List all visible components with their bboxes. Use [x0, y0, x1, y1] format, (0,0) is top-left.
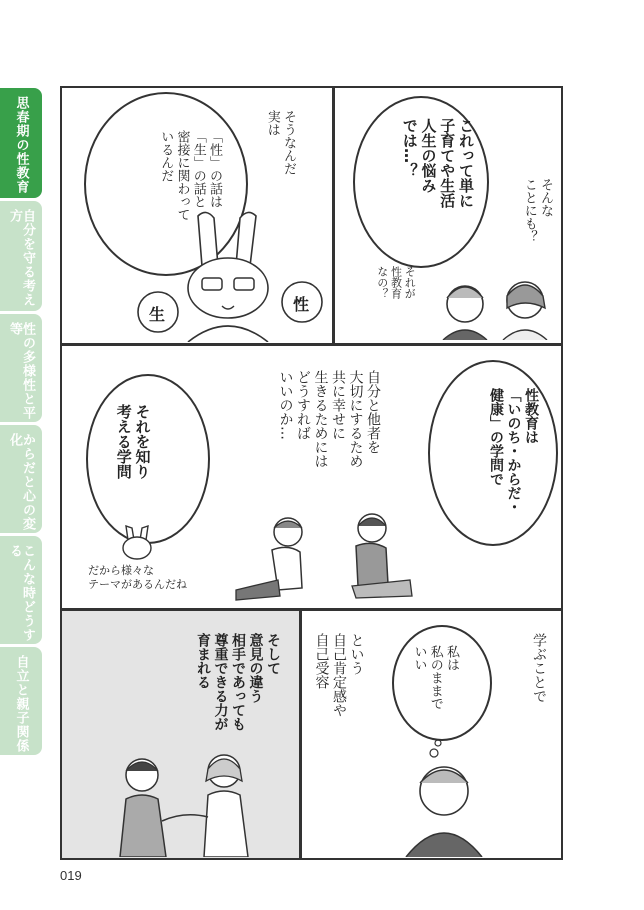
handwritten-caption: だから様々な テーマがあるんだね [88, 564, 187, 592]
tab-what-to-do[interactable]: こんな時どうする [0, 536, 42, 644]
self-esteem-text: という 自己肯定感や 自己受容 [313, 633, 365, 717]
intro-text: そうなんだ 実は [264, 110, 296, 175]
bubble-text: 「性」の話は 「生」の話と 密接に関わって いるんだ [158, 130, 222, 221]
whisper-text: それが 性教育 なの？ [375, 266, 417, 299]
person-content-illustration [398, 739, 488, 857]
panel-1 [333, 86, 563, 345]
page-number: 019 [60, 868, 82, 883]
thought-text: 私は 私のままで いい [411, 645, 459, 710]
respect-text: そして 意見の違う 相手であっても 尊重できる力が 育まれる [195, 633, 281, 731]
bubble-text-main: これって単に 子育てや生活 人生の悩み では…？ [400, 118, 475, 208]
tab-independence-family[interactable]: 自立と親子関係 [0, 647, 42, 755]
tab-self-protection[interactable]: 自分を守る考え方 [0, 201, 42, 311]
learn-text: 学ぶことで [531, 633, 547, 703]
ball-sex-label: 性 [293, 295, 310, 314]
narration-text: 自分と他者を 大切にするため 共に幸せに 生きるためには どうすれば いいのか… [277, 370, 381, 468]
bubble-text-small: それを知り 考える学問 [114, 404, 152, 479]
bubble-text-main: 性教育は 「いのち・からだ・ 健康」の学問で [488, 388, 539, 514]
tab-sexuality-education[interactable]: 思春期の性教育 [0, 88, 42, 198]
two-mothers-illustration [435, 268, 559, 340]
aside-text: そんな ことにも？ [521, 178, 553, 243]
panel-2 [60, 86, 334, 345]
handshake-illustration [112, 751, 262, 857]
panel-5 [60, 609, 301, 860]
panel-4 [300, 609, 563, 860]
small-rabbit-icon [116, 522, 156, 562]
tab-diversity-equality[interactable]: 性の多様性と平等 [0, 314, 42, 422]
panel-3 [60, 344, 563, 610]
ball-life-label: 生 [149, 305, 166, 324]
tab-body-mind-changes[interactable]: からだと心の変化 [0, 425, 42, 533]
two-children-sitting-illustration [232, 510, 422, 602]
